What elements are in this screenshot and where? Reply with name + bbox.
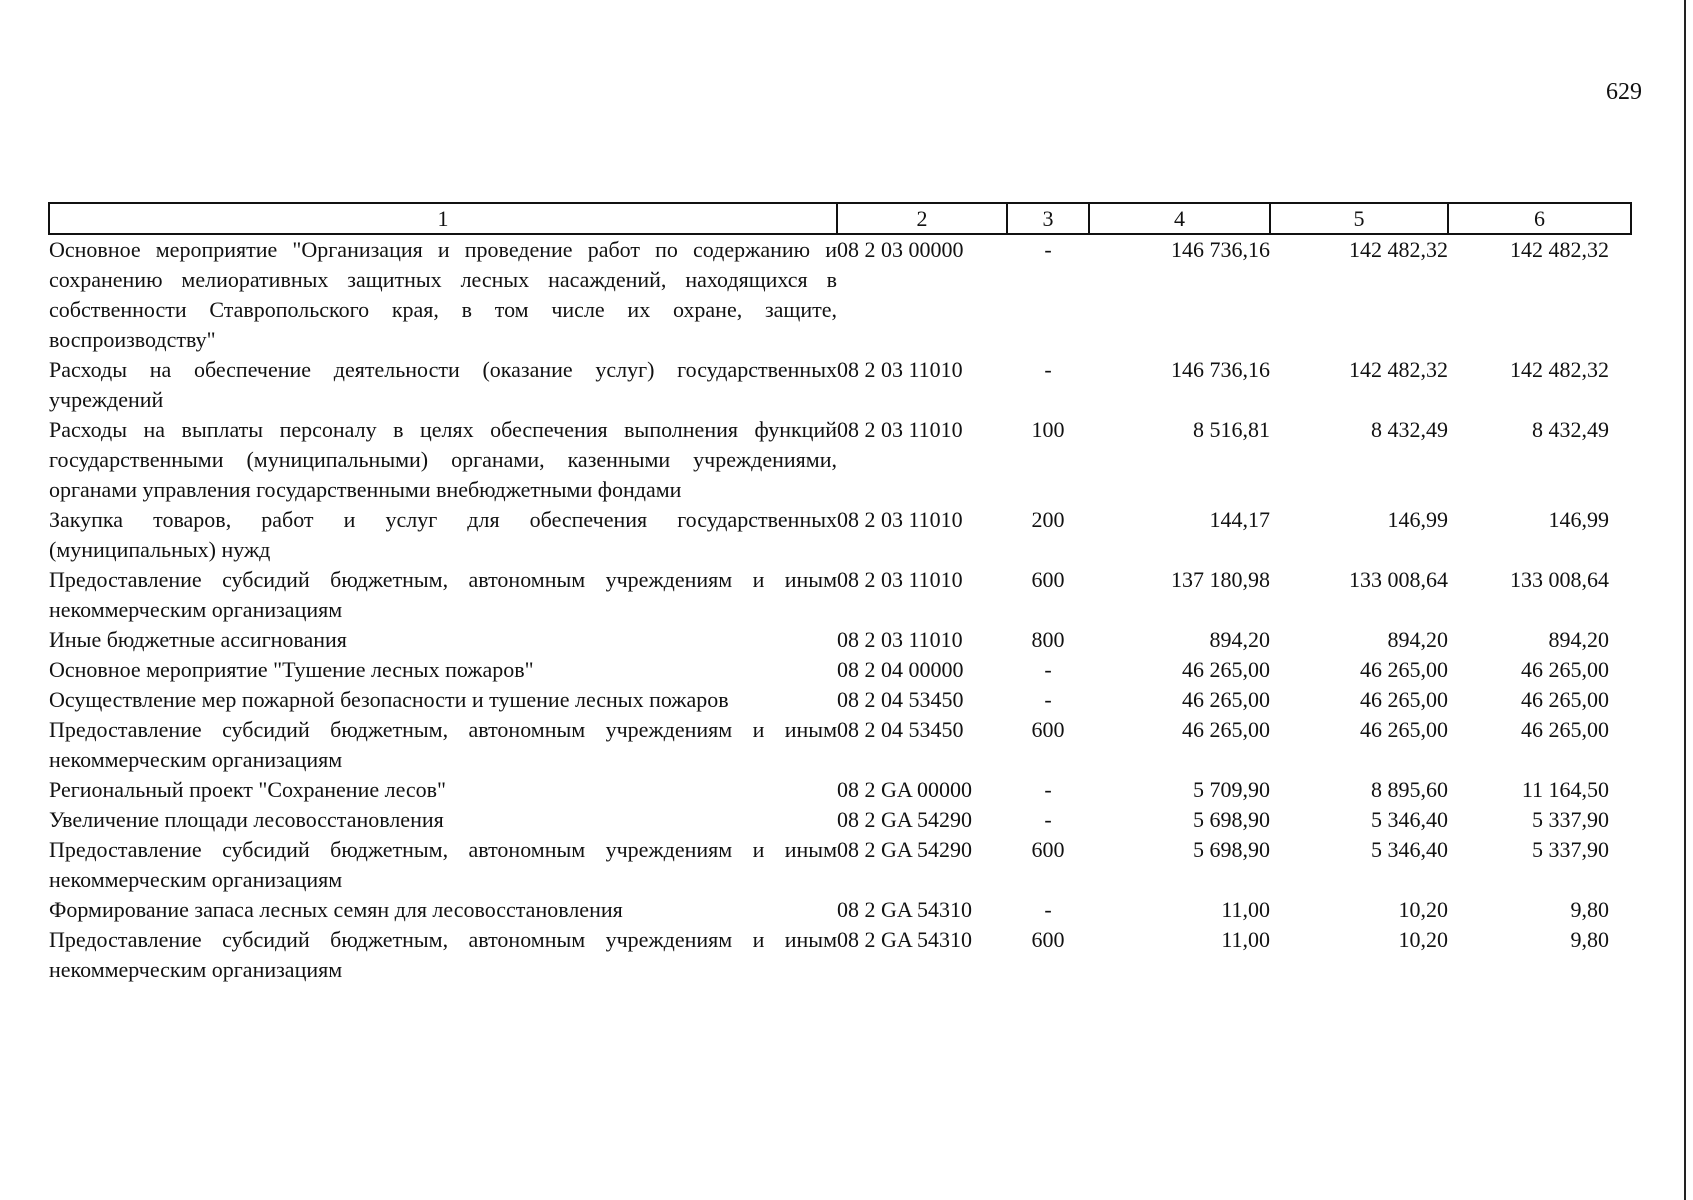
row-value-col4: 894,20 [1209, 627, 1270, 652]
row-code: 08 2 03 11010 [837, 357, 963, 382]
row-value-col5: 46 265,00 [1360, 717, 1448, 742]
row-value-col6: 894,20 [1548, 627, 1609, 652]
row-value-col6: 46 265,00 [1521, 657, 1609, 682]
row-name: Предоставление субсидий бюджетным, автономным учреждениям и иным некоммерческим организациям [49, 837, 837, 892]
table-row [49, 234, 1631, 355]
page-number: 629 [1606, 79, 1642, 105]
row-expense-type: - [1044, 657, 1052, 682]
row-value-col4: 5 698,90 [1193, 837, 1270, 862]
table-body [49, 234, 1631, 985]
row-value-col6: 46 265,00 [1521, 717, 1609, 742]
row-value-col4: 46 265,00 [1182, 687, 1270, 712]
row-value-col4: 8 516,81 [1193, 417, 1270, 442]
row-name: Предоставление субсидий бюджетным, автономным учреждениям и иным некоммерческим организациям [49, 567, 837, 622]
row-value-col6: 11 164,50 [1521, 777, 1609, 802]
row-expense-type: - [1044, 357, 1052, 382]
table-row [49, 565, 1631, 625]
row-value-col5: 46 265,00 [1360, 657, 1448, 682]
row-code: 08 2 04 00000 [837, 657, 964, 682]
table-row [49, 805, 1631, 835]
row-code: 08 2 GA 54290 [837, 837, 973, 862]
header-col-4: 4 [1089, 203, 1270, 234]
row-value-col5: 10,20 [1398, 897, 1448, 922]
row-expense-type: 600 [1031, 567, 1065, 592]
row-code: 08 2 03 00000 [837, 237, 964, 262]
header-col-6: 6 [1448, 203, 1631, 234]
table-row [49, 925, 1631, 985]
row-value-col4: 46 265,00 [1182, 657, 1270, 682]
row-code: 08 2 GA 54310 [837, 897, 973, 922]
row-expense-type: - [1044, 777, 1052, 802]
table-row [49, 355, 1631, 415]
row-code: 08 2 GA 54290 [837, 807, 973, 832]
table-row [49, 625, 1631, 655]
header-row [49, 203, 1631, 234]
row-value-col6: 46 265,00 [1521, 687, 1609, 712]
row-expense-type: 100 [1031, 417, 1065, 442]
row-code: 08 2 04 53450 [837, 717, 964, 742]
header-col-2: 2 [837, 203, 1007, 234]
row-value-col5: 133 008,64 [1349, 567, 1448, 592]
row-value-col5: 8 432,49 [1371, 417, 1448, 442]
header-col-5: 5 [1270, 203, 1448, 234]
row-value-col5: 8 895,60 [1371, 777, 1448, 802]
row-expense-type: - [1044, 897, 1052, 922]
row-name: Предоставление субсидий бюджетным, автономным учреждениям и иным некоммерческим организациям [49, 717, 837, 772]
row-value-col5: 894,20 [1387, 627, 1448, 652]
row-name: Расходы на выплаты персоналу в целях обеспечения выполнения функций государственными (муниципальными) органами, казенными учреждениями, органами управления государственными внебюджетными фондами [49, 417, 837, 502]
row-expense-type: - [1044, 687, 1052, 712]
row-value-col6: 142 482,32 [1510, 357, 1609, 382]
budget-table [48, 202, 1632, 985]
row-name: Предоставление субсидий бюджетным, автономным учреждениям и иным некоммерческим организациям [49, 927, 837, 982]
row-code: 08 2 04 53450 [837, 687, 964, 712]
row-value-col4: 144,17 [1209, 507, 1270, 532]
row-expense-type: 200 [1031, 507, 1065, 532]
row-value-col6: 9,80 [1570, 897, 1609, 922]
table-row [49, 685, 1631, 715]
row-expense-type: - [1044, 237, 1052, 262]
row-value-col4: 146 736,16 [1171, 357, 1270, 382]
row-value-col4: 137 180,98 [1171, 567, 1270, 592]
page-edge-rule [1684, 0, 1686, 1200]
row-name: Иные бюджетные ассигнования [49, 627, 347, 652]
row-value-col6: 133 008,64 [1510, 567, 1609, 592]
table-row [49, 655, 1631, 685]
row-name: Увеличение площади лесовосстановления [49, 807, 444, 832]
row-name: Расходы на обеспечение деятельности (оказание услуг) государственных учреждений [49, 357, 837, 412]
row-value-col5: 5 346,40 [1371, 807, 1448, 832]
row-name: Региональный проект "Сохранение лесов" [49, 777, 447, 802]
table-header [49, 203, 1631, 234]
row-code: 08 2 03 11010 [837, 627, 963, 652]
row-value-col5: 142 482,32 [1349, 237, 1448, 262]
row-value-col5: 146,99 [1387, 507, 1448, 532]
table-row [49, 835, 1631, 895]
row-value-col6: 142 482,32 [1510, 237, 1609, 262]
table-row [49, 715, 1631, 775]
row-name: Осуществление мер пожарной безопасности и тушение лесных пожаров [49, 687, 729, 712]
row-code: 08 2 03 11010 [837, 417, 963, 442]
row-value-col5: 46 265,00 [1360, 687, 1448, 712]
header-col-1: 1 [49, 203, 837, 234]
row-code: 08 2 03 11010 [837, 567, 963, 592]
row-name: Закупка товаров, работ и услуг для обеспечения государственных (муниципальных) нужд [49, 507, 837, 562]
row-value-col4: 46 265,00 [1182, 717, 1270, 742]
header-col-3: 3 [1007, 203, 1089, 234]
row-value-col4: 5 698,90 [1193, 807, 1270, 832]
row-value-col4: 5 709,90 [1193, 777, 1270, 802]
row-name: Основное мероприятие "Организация и проведение работ по содержанию и сохранению мелиоративных защитных лесных насаждений, находящихся в собственности Ставропольского края, в том числе их охране, защите, воспроизводству" [49, 237, 837, 352]
row-value-col6: 8 432,49 [1532, 417, 1609, 442]
row-expense-type: 600 [1031, 927, 1065, 952]
table-row [49, 895, 1631, 925]
row-code: 08 2 03 11010 [837, 507, 963, 532]
table-row [49, 415, 1631, 505]
table-row [49, 505, 1631, 565]
row-value-col4: 11,00 [1221, 897, 1270, 922]
row-value-col4: 146 736,16 [1171, 237, 1270, 262]
row-value-col6: 5 337,90 [1532, 837, 1609, 862]
row-expense-type: 600 [1031, 717, 1065, 742]
row-value-col6: 5 337,90 [1532, 807, 1609, 832]
row-value-col4: 11,00 [1221, 927, 1270, 952]
row-name: Основное мероприятие "Тушение лесных пожаров" [49, 657, 534, 682]
row-code: 08 2 GA 54310 [837, 927, 973, 952]
row-expense-type: 800 [1031, 627, 1065, 652]
row-expense-type: - [1044, 807, 1052, 832]
row-value-col5: 5 346,40 [1371, 837, 1448, 862]
row-expense-type: 600 [1031, 837, 1065, 862]
table-row [49, 775, 1631, 805]
row-code: 08 2 GA 00000 [837, 777, 973, 802]
row-value-col5: 10,20 [1398, 927, 1448, 952]
row-name: Формирование запаса лесных семян для лесовосстановления [49, 897, 623, 922]
row-value-col6: 146,99 [1548, 507, 1609, 532]
row-value-col6: 9,80 [1570, 927, 1609, 952]
row-value-col5: 142 482,32 [1349, 357, 1448, 382]
